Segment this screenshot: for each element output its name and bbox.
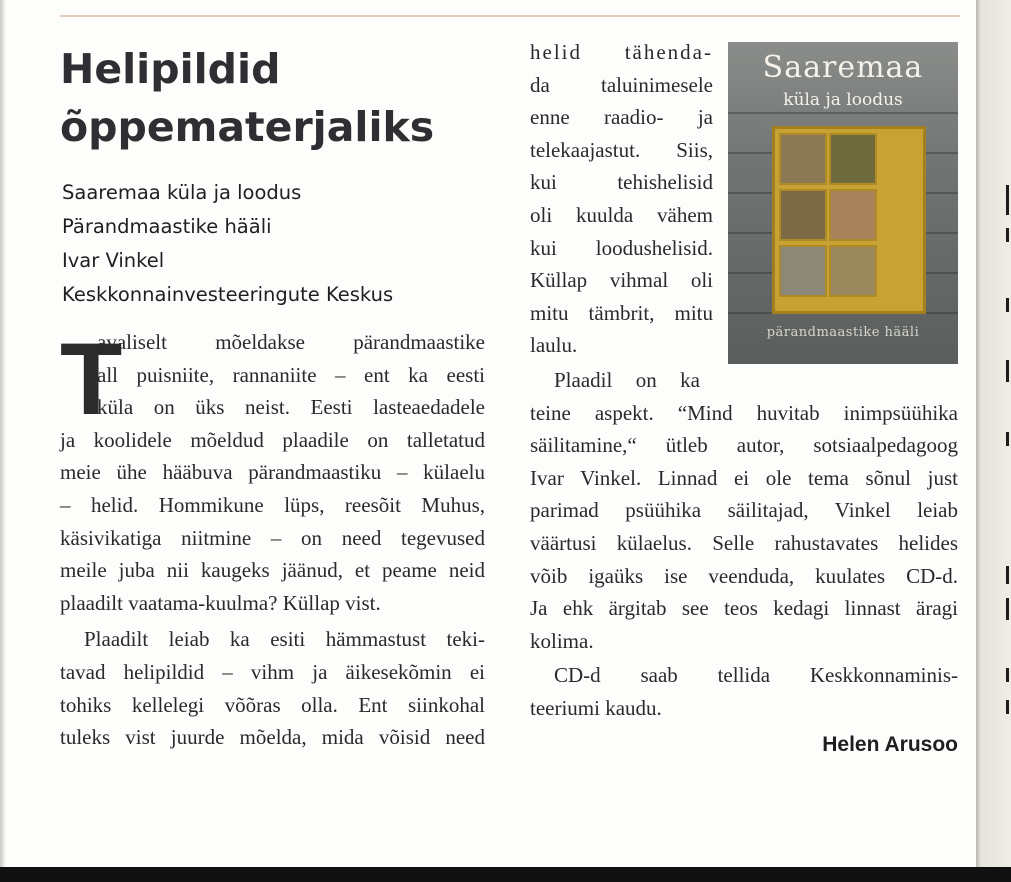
- text-line: väärtusi külaelus. Selle rahustavates helides: [530, 530, 958, 555]
- cover-footer: pärandmaastike hääli: [766, 325, 920, 340]
- text-line: säilitamine,“ ütleb autor, sotsiaalpedagoog: [530, 433, 958, 458]
- strip-mark: [1006, 566, 1009, 584]
- text-line: mitu tämbrit, mitu: [530, 300, 713, 325]
- paragraph-2: [60, 623, 485, 753]
- text-line: Ja ehk ärgitab see teos kedagi linnast äragi: [530, 596, 958, 621]
- text-line: tuleks vist juurde mõelda, mida võisid need: [60, 725, 485, 750]
- album-publisher: Keskkonnainvesteeringute Keskus: [62, 283, 394, 306]
- window-pane-photo: [779, 245, 827, 297]
- text-line: Plaadilt leiab ka esiti hämmastust teki-: [84, 627, 485, 652]
- window-pane-photo: [829, 133, 877, 185]
- window-pane-photo: [829, 245, 877, 297]
- text-line: – helid. Hommikune lüps, reesõit Muhus,: [60, 492, 485, 517]
- paragraph-1: [60, 322, 485, 619]
- text-line: kui loodushelisid.: [530, 235, 713, 260]
- drop-cap: T: [60, 322, 123, 436]
- cover-title: Saaremaa: [762, 50, 924, 85]
- title-line-1: Helipildid: [60, 45, 281, 93]
- strip-mark: [1006, 700, 1009, 714]
- text-line: kui tehishelisid: [530, 170, 713, 195]
- page-left-edge: [0, 0, 6, 867]
- top-rule: [60, 15, 960, 17]
- text-line: Plaadil on ka: [554, 367, 700, 392]
- album-author: Ivar Vinkel: [62, 249, 165, 272]
- album-title: Saaremaa küla ja loodus: [62, 181, 302, 204]
- strip-mark: [1006, 185, 1009, 215]
- text-line: küla on üks neist. Eesti lasteaedadele: [97, 395, 485, 420]
- strip-mark: [1006, 598, 1009, 620]
- text-line: käsivikatiga niitmine – on need tegevused: [60, 525, 485, 550]
- window-frame: [772, 126, 926, 314]
- album-info: [62, 176, 502, 312]
- text-line: laulu.: [530, 333, 578, 358]
- text-line: tohiks kellelegi võõras olla. Ent siinkohal: [60, 692, 485, 717]
- text-line: telekaajastut. Siis,: [530, 137, 713, 162]
- article-title: [60, 40, 500, 156]
- text-line: enne raadio- ja: [530, 105, 713, 130]
- text-line: da taluinimesele: [530, 72, 713, 97]
- paragraph-5: [530, 659, 958, 724]
- text-line: teeriumi kaudu.: [530, 695, 662, 720]
- text-line: teine aspekt. “Mind huvitab inimpsüühika: [530, 400, 958, 425]
- text-line: plaadilt vaatama-kuulma? Küllap vist.: [60, 590, 381, 615]
- text-line: ja koolidele mõeldud plaadile on talletatud: [60, 427, 485, 452]
- text-line: meile juba nii kaugeks jäänud, et peame neid: [60, 558, 485, 583]
- title-line-2: õppematerjaliks: [60, 103, 435, 151]
- scan-bottom-edge: [0, 867, 1011, 882]
- album-series: Pärandmaastike hääli: [62, 215, 272, 238]
- text-line: avaliselt mõeldakse pärandmaastike: [97, 330, 485, 354]
- strip-mark: [1006, 668, 1009, 682]
- text-line: CD-d saab tellida Keskkonnaminis-: [554, 663, 958, 688]
- text-line: oli kuulda vähem: [530, 202, 713, 227]
- window-pane-photo: [829, 189, 877, 241]
- paragraph-3: [530, 36, 713, 362]
- cd-cover-image: [728, 42, 958, 364]
- text-line: Ivar Vinkel. Linnad ei ole tema sõnul just: [530, 465, 958, 490]
- adjacent-page-strip: [976, 0, 1011, 867]
- text-line: kolima.: [530, 628, 594, 653]
- text-line: meie ühe hääbuva pärandmaastiku – külaelu: [60, 460, 485, 485]
- window-pane-photo: [779, 133, 827, 185]
- strip-mark: [1006, 360, 1009, 382]
- strip-mark: [1006, 432, 1009, 446]
- text-line: parimad psüühika säilitajad, Vinkel leiab: [530, 498, 958, 523]
- text-line: tavad helipildid – vihm ja äikesekõmin ei: [60, 659, 485, 684]
- text-line: Küllap vihmal oli: [530, 268, 713, 293]
- window-pane-photo: [779, 189, 827, 241]
- strip-mark: [1006, 228, 1009, 242]
- paragraph-4: [530, 364, 958, 657]
- cover-subtitle: küla ja loodus: [783, 90, 903, 110]
- cover-plank: [728, 112, 958, 114]
- text-line: all puisniite, rannaniite – ent ka eesti: [97, 362, 485, 387]
- byline: Helen Arusoo: [822, 733, 958, 756]
- column-left: [60, 322, 485, 754]
- strip-mark: [1006, 298, 1009, 312]
- text-line: helid tähenda-: [530, 40, 713, 64]
- text-line: võib igaüks ise veenduda, kuulates CD-d.: [530, 563, 958, 588]
